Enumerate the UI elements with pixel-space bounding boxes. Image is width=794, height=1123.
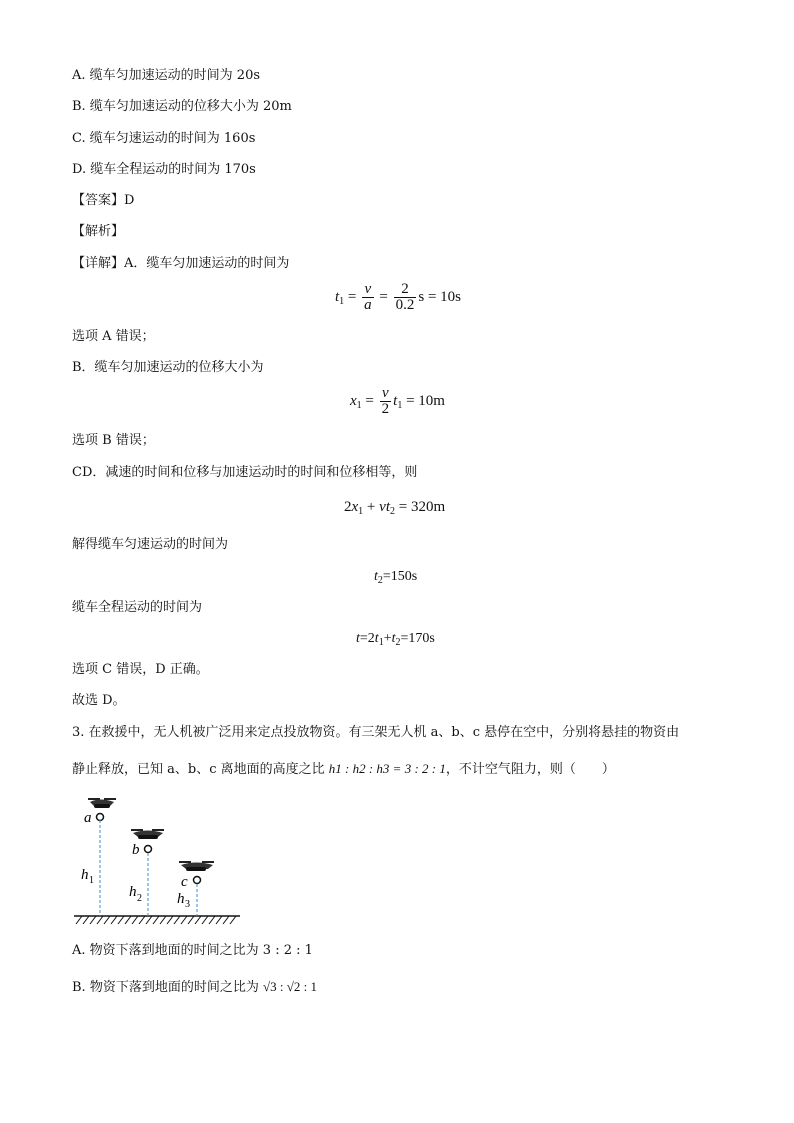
eq2-tsub: 1 [397,399,403,411]
conclude-a: 选项 A 错误； [72,329,155,344]
q3-line-2 [72,761,615,778]
eq1-num: 2 [394,282,417,298]
answer-line [72,193,134,209]
eq5-t1: t [374,631,379,646]
ground-hatching [76,916,236,924]
eq1-den: 0.2 [395,297,415,313]
q3-option-b-text: B. 物资下落到地面的时间之比为 [72,980,263,995]
drone-figure [70,793,250,928]
eq2-sub: 1 [356,399,362,411]
equation-4 [374,569,417,589]
label-h3-sub: 3 [185,899,190,910]
detail-label: 【详解】 [72,256,125,271]
label-b: b [132,842,140,858]
eq2-t: t [393,392,398,409]
eq5-t2: t [391,631,396,646]
eq1-v: v [362,282,374,298]
eq2-x: x [350,392,357,409]
option-a [72,68,260,84]
eq5-t: t [356,631,360,646]
label-h2: h [129,884,137,900]
eq3-t: t [385,499,390,515]
q3-ratio: h1 : h2 : h3 = 3 : 2 : 1 [328,761,446,776]
label-a: a [84,810,92,826]
conclude-b: 选项 B 错误； [72,433,155,448]
detail-intro-a [72,256,289,272]
equation-5 [356,631,435,651]
eq5-plus: + [383,631,392,646]
total-text: 缆车全程运动的时间为 [72,600,203,615]
option-d [72,162,256,178]
option-b [72,99,292,115]
drone-b-icon [131,829,164,839]
payload-a [97,814,104,821]
payload-b [145,846,152,853]
drone-c-icon [179,861,214,871]
intro-cd: CD．减速的时间和位移与加速运动时的时间和位移相等，则 [72,465,418,480]
option-d-text: 缆车全程运动的时间为 170s [90,162,256,177]
final-choice: 故选 D。 [72,693,126,708]
q3-option-b [72,979,317,996]
option-c-letter: C. [72,131,86,146]
eq1-frac-num [394,282,417,313]
label-h2-sub: 2 [137,893,142,904]
eq2-num: v [380,386,392,402]
equation-3 [344,499,445,520]
eq3-plus: + [363,499,380,515]
eq3-tsub: 2 [389,506,395,517]
equation-1: $t_1$ = $\frac{v}{a}$ = $\frac{2}{0.2}$ s = 10s [335,281,461,313]
eq4-sub: 2 [377,575,383,586]
option-a-text: 缆车匀加速运动的时间为 20s [89,68,261,83]
option-b-text: 缆车匀加速运动的位移大小为 20m [89,99,292,114]
eq3-v: v [379,499,386,515]
label-h3: h [177,891,185,907]
answer-label: 【答案】 [72,193,125,208]
eq5-eq: =2 [359,631,375,646]
eq2-frac [380,386,392,417]
eq5-rest: =170s [400,631,435,646]
drone-a-icon [88,798,116,808]
solve-text: 解得缆车匀速运动的时间为 [72,537,229,552]
option-d-letter: D. [72,162,87,177]
eq5-sub1: 1 [378,637,384,648]
eq3-xsub: 1 [358,506,364,517]
eq3-coef: 2 [344,499,352,515]
eq1-t: t [335,288,340,305]
q3-line2-b: ，不计空气阻力，则（ ） [445,762,615,777]
eq1-a: a [364,297,372,313]
eq4-rest: =150s [382,569,418,584]
option-b-letter: B. [72,99,86,114]
payload-c [194,877,201,884]
intro-b: B．缆车匀加速运动的位移大小为 [72,360,264,375]
eq2-den: 2 [381,401,390,417]
label-h1-sub: 1 [89,875,94,886]
eq3-x: x [351,499,359,515]
label-h1: h [81,867,89,883]
option-c [72,131,255,147]
eq4-t: t [374,569,378,584]
label-c: c [181,874,188,890]
detail-intro-a-text: A．缆车匀加速运动的时间为 [124,256,290,271]
option-c-text: 缆车匀速运动的时间为 160s [89,131,256,146]
q3-line2-a: 静止释放，已知 a、b、c 离地面的高度之比 [72,762,329,777]
q3-option-b-ratio: √3 : √2 : 1 [262,979,317,994]
analysis-label: 【解析】 [72,224,125,239]
eq1-frac-va [362,282,374,313]
eq5-sub2: 2 [395,637,401,648]
option-a-letter: A. [72,68,86,83]
eq3-rest: = 320m [394,499,446,515]
eq2-rest: = 10m [406,392,445,409]
equation-2: $x_1$ = $\frac{v}{2}$ $t_1 = 10m$ [350,385,445,417]
q3-line-1: 3. 在救援中，无人机被广泛用来定点投放物资。有三架无人机 a、b、c 悬停在空中，分别将悬挂的物资由 [72,725,680,740]
q3-option-a: A. 物资下落到地面的时间之比为 3 : 2 : 1 [72,943,313,958]
conclude-cd: 选项 C 错误，D 正确。 [72,662,209,677]
answer-value: D [124,193,135,208]
eq1-sub: 1 [339,295,345,307]
eq1-rest: s = 10s [418,288,461,305]
